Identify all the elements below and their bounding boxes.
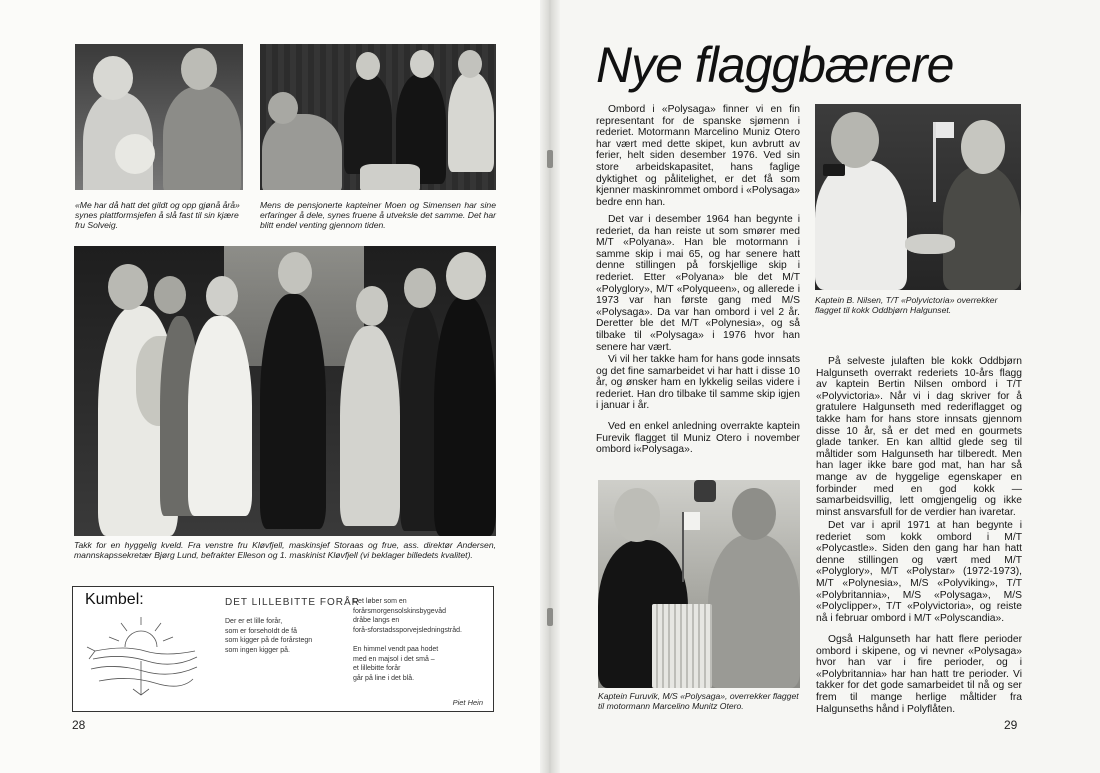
photo2-caption: Mens de pensjonerte kapteiner Moen og Simensen har sine erfaringer å dele, synes fruene å utveksle det samme. Det har blitt endel venting gjennom tiden. — [260, 200, 496, 231]
article-para-2: Det var i desember 1964 han begynte i rederiet, da han reiste ut som smører med M/T «Polyana». Han ble motormann i samme skip i mai 65, og har senere hatt denne stillingen på forskjellige skip i rederiet. Etter «Polyana» ble det M/T «Polyglory», M/T «Polyqueen», og allerede i 1973 var han første gang med M/S «Polysaga». Da var han ombord i vel 2 år. Deretter ble det M/T «Polynesia», og så tilbake til «Polysaga» i 1976 hvor han senere har vært. — [596, 214, 800, 353]
article-para-1: Ombord i «Polysaga» finner vi en fin representant for de spanske sjømenn i rederiet. Motormann Marcelino Muniz Otero har vært med dette skipet, kun avbrutt av ferier, helt siden desember 1976. Ved sin store arbeidskapasitet, hans faglige dyktighet og pålitelighet, er det få som kjenner maskinrommet ombord i «Polysaga» bedre enn han. — [596, 104, 800, 208]
article-headline: Nye flaggbærere — [596, 37, 954, 93]
photo-couple-plattformsjef — [75, 44, 243, 190]
photo-top-caption: Kaptein B. Nilsen, T/T «Polyvictoria» overrekker flagget til kokk Oddbjørn Halgunset. — [815, 295, 998, 316]
article-para-6: Det var i april 1971 at han begynte i rederiet som kokk ombord i M/T «Polycastle». Siden den gang har han hatt denne stillingen og vært med M/T «Polyglory», M/T «Polystar» (1972-1973), M/T «Polynesia», M/S «Polyviking», T/T «Polybritannia», M/S «Polysaga», M/S «Polyclipper», T/T «Polyvictoria», og reiste nå i februar ombord i M/T «Polyscandia». — [816, 520, 1022, 624]
poem-author: Piet Hein — [452, 698, 483, 707]
page-number-right: 29 — [1004, 718, 1018, 732]
photo-furuvik-otero — [598, 480, 800, 688]
photo1-caption: «Me har då hatt det gildt og opp gjønå årå» synes plattformsjefen å slå fast til sin kjære fru Solveig. — [75, 200, 240, 231]
photo-bottom-caption: Kaptein Furuvik, M/S «Polysaga», overrekker flagget til motormann Marcelino Munitz Otero. — [598, 691, 799, 712]
sun-sketch-icon — [85, 611, 205, 707]
poem-title: DET LILLEBITTE FORÅR — [225, 597, 360, 608]
photo-nilsen-halgunset — [815, 104, 1021, 290]
photo-group-guests — [74, 246, 496, 536]
poem-stanza-3: En himmel vendt paa hodet med en majsol i det små – et lillebitte forår går på line i det blå. — [353, 646, 439, 682]
photo-retired-captains — [260, 44, 496, 190]
article-para-7: Også Halgunseth har hatt flere perioder ombord i skipene, og vi nevner «Polysaga» hvor han var i fire perioder, og i «Polybritannia» har han hatt tre perioder. Vi takker for det gode samarbeidet til nå og ser frem til mange herlige måltider fra Halgunseths hånd i Polyflåten. — [816, 634, 1022, 715]
page-number-left: 28 — [72, 718, 86, 732]
left-page — [0, 0, 548, 773]
kumbel-poem-box — [72, 586, 494, 712]
article-para-4: Ved en enkel anledning overrakte kaptein Furevik flagget til Muniz Otero i november ombord i«Polysaga». — [596, 421, 800, 456]
kumbel-heading: Kumbel: — [85, 591, 144, 608]
article-para-5: På selveste julaften ble kokk Oddbjørn Halgunseth overrakt rederiets 10-års flagg av kaptein Bertin Nilsen ombord i T/T «Polyvictoria». Når vi i dag skriver for å gratulere Halgunseth med rederiflagget og takke ham for hans store innsats gjennom disse 10 år, så er det med en gourmets glade tanker. En kan alltid glede seg til måltider som Halgunseth har tilberedt. Men han lager ikke bare god mat, han har så mange av de hyggelige egenskaper en forbinder med en god kokk — samarbeidsvillig, lett omgjengelig og ikke minst ansvarsfull for de verdier han ivaretar. — [816, 356, 1022, 518]
poem-stanza-2: Det løber som en forårsmorgensolskinsbygevåd dråbe langs en forå-sforstadssporvejsledningstråd. — [353, 598, 462, 634]
poem-stanza-1: Der er et lille forår, som er forsehoIdt de få som kigger på de forårstegn som ingen kigger på. — [225, 618, 313, 654]
article-para-3: Vi vil her takke ham for hans gode innsats og det fine samarbeidet vi har hatt i disse 10 år, og ønsker ham en lykkelig seilas videre i rederiet. Han dro tilbake til samme skip igjen i januar i år. — [596, 354, 800, 412]
photo3-caption: Takk for en hyggelig kveld. Fra venstre fru Kløvfjell, maskinsjef Storaas og frue, ass. direktør Andersen, mannskapssekretær Bjørg Lund, befrakter Elleson og 1. maskinist Kløvfjell (vi beklager billedets kvalitet). — [74, 540, 496, 561]
